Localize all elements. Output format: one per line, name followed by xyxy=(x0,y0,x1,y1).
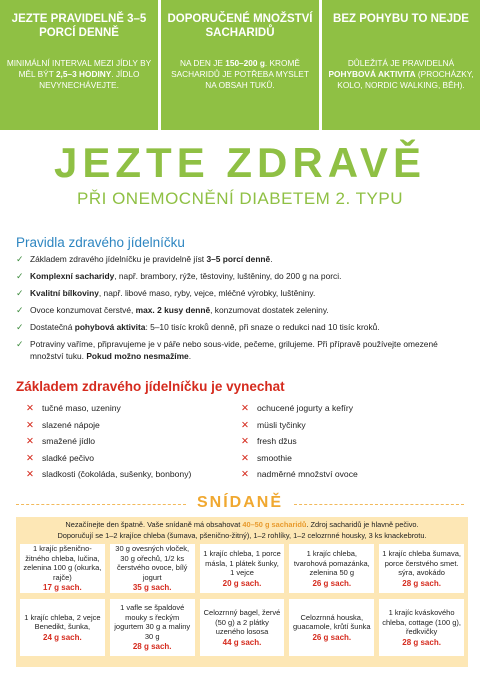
breakfast-grid xyxy=(20,544,464,656)
check-icon: ✓ xyxy=(16,271,24,281)
cross-icon: ✕ xyxy=(26,436,34,448)
cross-icon: ✕ xyxy=(241,452,249,464)
breakfast-card: 1 krajíc chleba, 2 vejce Benedikt, šunka, 24 g sach. xyxy=(20,599,105,656)
list-item: ✕ fresh džus xyxy=(241,436,297,448)
list-item: ✓ Ovoce konzumovat čerstvé, max. 2 kusy denně, konzumovat dostatek zeleniny. xyxy=(16,305,329,315)
breakfast-card: Celozrnná houska, guacamole, krůtí šunka 26 g sach. xyxy=(289,599,374,656)
list-item: ✕ smoothie xyxy=(241,452,292,464)
panel-text: DŮLEŽITÁ JE PRAVIDELNÁ POHYBOVÁ AKTIVITA (PROCHÁZKY, KOLO, NORDIC WALKING, BĚH). xyxy=(328,58,474,90)
check-icon: ✓ xyxy=(16,339,24,349)
info-panels xyxy=(0,0,480,130)
breakfast-card: 1 krajíc chleba, tvarohová pomazánka, zelenina 50 g 26 g sach. xyxy=(289,544,374,593)
page-title: JEZTE ZDRAVĚ xyxy=(54,139,426,186)
panel-text: NA DEN JE 150–200 g. KROMĚ SACHARIDŮ JE POTŘEBA MYSLET NA OBSAH TUKŮ. xyxy=(171,58,309,90)
breakfast-card: 1 vafle se špaldové mouky s řeckým jogurtem 30 g a maliny 30 g 28 g sach. xyxy=(110,599,195,656)
cross-icon: ✕ xyxy=(241,419,249,431)
panel-title: BEZ POHYBU TO NEJDE xyxy=(333,13,469,25)
check-icon: ✓ xyxy=(16,322,24,332)
cross-icon: ✕ xyxy=(26,419,34,431)
rules-list xyxy=(16,254,471,368)
info-panel-activity xyxy=(322,0,480,130)
check-icon: ✓ xyxy=(16,288,24,298)
check-icon: ✓ xyxy=(16,305,24,315)
panel-title: JEZTE PRAVIDELNĚ 3–5 PORCÍ DENNĚ xyxy=(11,13,147,39)
info-panel-carbs xyxy=(161,0,319,130)
check-icon: ✓ xyxy=(16,254,24,264)
panel-text: MINIMÁLNÍ INTERVAL MEZI JÍDLY BY MĚL BÝT 2,5–3 HODINY. JÍDLO NEVYNECHÁVEJTE. xyxy=(6,58,152,90)
avoid-heading: Základem zdravého jídelníčku je vynechat xyxy=(16,379,285,394)
list-item: ✓ Potraviny vaříme, připravujeme je v páře nebo sous-vide, pečeme, grilujeme. Při přípravě používejte omezené množství tuku. Pokud možno nesmažíme. xyxy=(16,339,438,361)
divider-right xyxy=(294,504,464,505)
panel-title: DOPORUČENÉ MNOŽSTVÍ SACHARIDŮ xyxy=(167,13,313,39)
rules-heading: Pravidla zdravého jídelníčku xyxy=(16,235,185,250)
avoid-list-left xyxy=(26,403,191,486)
cross-icon: ✕ xyxy=(26,452,34,464)
list-item: ✕ sladké pečivo xyxy=(26,452,95,464)
list-item: ✓ Základem zdravého jídelníčku je pravidelně jíst 3–5 porcí denně. xyxy=(16,254,273,264)
list-item: ✕ tučné maso, uzeniny xyxy=(26,403,121,414)
breakfast-card: Celozrnný bagel, žervé (50 g) a 2 plátky uzeného lososa 44 g sach. xyxy=(200,599,285,656)
avoid-list-right xyxy=(241,403,358,486)
list-item: ✕ smažené jídlo xyxy=(26,436,96,448)
cross-icon: ✕ xyxy=(241,403,249,414)
breakfast-card: 1 krajíc chleba, 1 porce másla, 1 plátek šunky, 1 vejce 20 g sach. xyxy=(200,544,285,593)
breakfast-card: 1 krajíc pšeničnо-žitného chleba, lučina, zelenina 100 g (okurka, rajče) 17 g sach. xyxy=(20,544,105,593)
list-item: ✕ nadměrné množství ovoce xyxy=(241,469,358,481)
breakfast-title: SNÍDANĚ xyxy=(196,494,283,511)
cross-icon: ✕ xyxy=(241,436,249,448)
list-item: ✕ müsli tyčinky xyxy=(241,419,306,431)
breakfast-card: 1 krajíc kváskového chleba, cottage (100 g), ředkvičky 28 g sach. xyxy=(379,599,464,656)
breakfast-card: 30 g ovesných vloček, 30 g ořechů, 1/2 ks čerstvého ovoce, bílý jogurt 35 g sach. xyxy=(110,544,195,593)
list-item: ✓ Dostatečná pohybová aktivita: 5–10 tisíc kroků denně, při snaze o redukci nad 10 tisíc kroků. xyxy=(16,322,380,332)
cross-icon: ✕ xyxy=(26,469,34,481)
info-panel-meals xyxy=(0,0,158,130)
list-item: ✕ ochucené jogurty a kefíry xyxy=(241,403,354,414)
cross-icon: ✕ xyxy=(241,469,249,481)
list-item: ✓ Kvalitní bílkoviny, např. libové maso, ryby, vejce, mléčné výrobky, luštěniny. xyxy=(16,288,316,298)
list-item: ✕ sladkosti (čokoláda, sušenky, bonbony) xyxy=(26,469,192,481)
page-subtitle: PŘI ONEMOCNĚNÍ DIABETEM 2. TYPU xyxy=(77,189,403,208)
breakfast-intro: Nezačínejte den špatně. Vaše snídaně má obsahovat 40–50 g sacharidů. Zdroj sacharidů je hlavně pečivo. Doporučují se 1–2 krajíce chleba (šumava, pšenično-žitný), 1–2 rohlíky, 1–2 celozrnné housky, 3 ks knackebrotu. xyxy=(57,520,427,540)
breakfast-box xyxy=(16,517,468,667)
list-item: ✕ slazené nápoje xyxy=(26,419,100,431)
breakfast-card: 1 krajíc chleba šumava, porce čerstvého smet. sýra, avokádo 28 g sach. xyxy=(379,544,464,593)
cross-icon: ✕ xyxy=(26,403,34,414)
list-item: ✓ Komplexní sacharidy, např. brambory, rýže, těstoviny, luštěniny, do 200 g na porci. xyxy=(16,271,342,281)
